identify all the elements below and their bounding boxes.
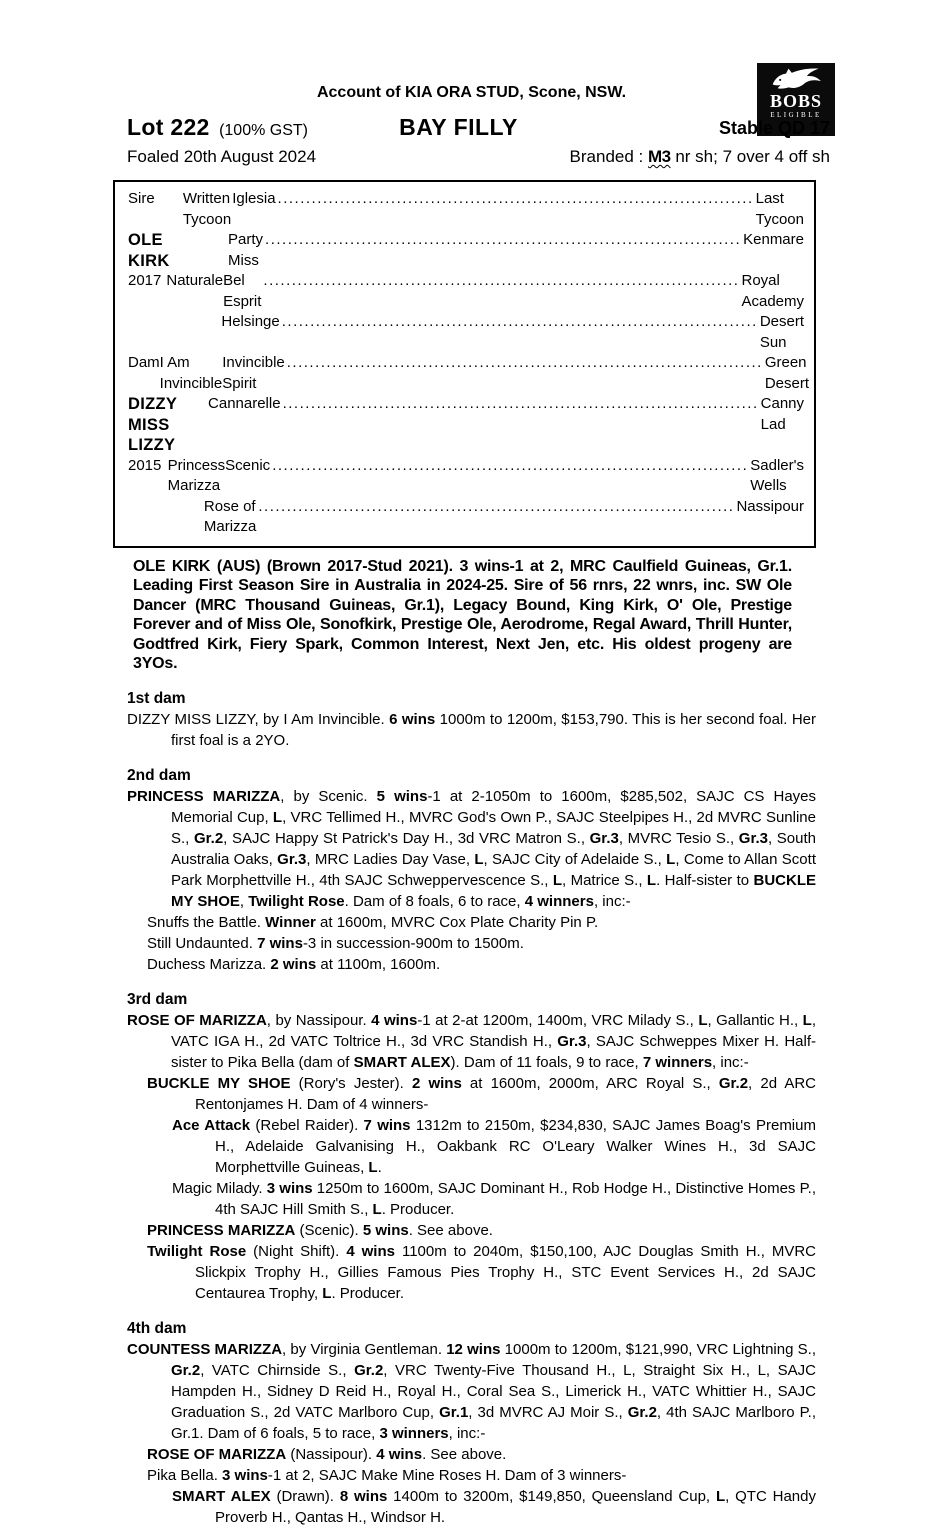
dam-section-1 — [127, 688, 816, 751]
dot-leader — [265, 230, 741, 251]
great-grandsire: Sadler's Wells — [750, 456, 804, 494]
foal-row — [127, 146, 830, 168]
grandsire: Invincible Spirit — [222, 354, 285, 392]
pedigree-row: Dam I Am Invincible Invincible Spirit ..... Green Desert — [128, 353, 804, 394]
sire-year: 2017 — [128, 272, 162, 289]
progeny-entry: Magic Milady. 3 wins 1250m to 1600m, SAJC Dominant H., Rob Hodge H., Distinctive Homes P., 4th SAJC Hill Smith S., L. Producer. — [172, 1179, 816, 1218]
bobs-horse-icon — [757, 67, 835, 92]
gst-note: (100% GST) — [219, 122, 308, 139]
dam-year: 2015 — [128, 456, 162, 474]
dam-name: DIZZY MISS LIZZY — [128, 395, 177, 454]
dam-entry: COUNTESS MARIZZA, by Virginia Gentleman. 12 wins 1000m to 1200m, $121,990, VRC Lightning S., Gr.2, VATC Chirnside S., Gr.2, VRC Twenty-Five Thousand H., L, Straight Six H., L, SAJC Hampden H., Sidney D Reid H., Royal H., Coral Sea S., Limerick H., VATC Whittier H., SAJC Graduation S., 2d VATC Marlboro Cup, Gr.1, 3d MVRC AJ Moir S., Gr.2, 4th SAJC Marlboro P., Gr.1. Dam of 6 foals, 5 to race, 3 winners, inc:- — [127, 1340, 816, 1442]
grandsire: Party Miss — [228, 231, 264, 269]
bobs-logo-subtext: ELIGIBLE — [770, 111, 822, 119]
great-grandsire: Kenmare — [743, 231, 804, 248]
section-heading: 2nd dam — [127, 766, 191, 784]
great-grandsire: Last Tycoon — [755, 190, 804, 228]
great-grandsire: Desert Sun — [759, 313, 804, 351]
sire-name: OLE KIRK — [128, 231, 170, 270]
progeny-entry: Twilight Rose (Night Shift). 4 wins 1100m to 2040m, $150,100, AJC Douglas Smith H., MVRC Slickpix Trophy H., Gillies Famous Pies Trophy H., STC Event Services H., 2d SAJC Centaurea Trophy, L. Producer. — [147, 1242, 817, 1302]
section-heading: 1st dam — [127, 689, 186, 707]
section-heading: 3rd dam — [127, 990, 188, 1008]
progeny-entry: SMART ALEX (Drawn). 8 wins 1400m to 3200m, $149,850, Queensland Cup, L, QTC Handy Proverb H., Qantas H., Windsor H. — [172, 1487, 816, 1526]
pedigree-row: 2015 Princess Marizza Scenic ..... Sadler's Wells — [128, 456, 804, 497]
dam-entry: PRINCESS MARIZZA, by Scenic. 5 wins-1 at 2-1050m to 1600m, $285,502, SAJC CS Hayes Memorial Cup, L, VRC Tellimed H., MVRC God's Own P., SAJC Steelpipes H., 2d MVRC Sunline S., Gr.2, SAJC Happy St Patrick's Day H., 3d VRC Matron S., Gr.3, MVRC Tesio S., Gr.3, South Australia Oaks, Gr.3, MRC Ladies Day Vase, L, SAJC City of Adelaide S., L, Come to Allan Scott Park Morphettville H., 4th SAJC Schweppervescence S., L, Matrice S., L. Half-sister to BUCKLE MY SHOE, Twilight Rose. Dam of 8 foals, 6 to race, 4 winners, inc:- — [127, 787, 817, 910]
progeny-entry: Snuffs the Battle. Winner at 1600m, MVRC Cox Plate Charity Pin P. — [147, 913, 599, 931]
grandsire: Bel Esprit — [223, 272, 262, 310]
pedigree-parent: Written Tycoon — [182, 190, 232, 228]
great-grandsire: Royal Academy — [741, 272, 805, 310]
dam-entry: DIZZY MISS LIZZY, by I Am Invincible. 6 wins 1000m to 1200m, $153,790. This is her second foal. Her first foal is a 2YO. — [127, 710, 816, 749]
progeny-entry: Duchess Marizza. 2 wins at 1100m, 1600m. — [147, 955, 441, 973]
dot-leader — [283, 394, 759, 415]
foaled-date: Foaled 20th August 2024 — [127, 147, 317, 166]
pedigree-table — [113, 180, 816, 548]
progeny-entry: Pika Bella. 3 wins-1 at 2, SAJC Make Mine Roses H. Dam of 3 winners- — [147, 1466, 627, 1484]
grandsire: Iglesia — [232, 190, 276, 207]
pedigree-row — [128, 230, 804, 271]
bobs-logo-text: BOBS — [769, 91, 823, 111]
page-title: BAY FILLY — [399, 114, 518, 140]
pedigree-label: Dam — [128, 354, 160, 371]
section-heading: 4th dam — [127, 1319, 187, 1337]
pedigree-label: Sire — [128, 190, 155, 207]
grandsire: Rose of Marizza — [203, 497, 257, 535]
progeny-entry: Still Undaunted. 7 wins-3 in succession-900m to 1500m. — [147, 934, 524, 952]
dot-leader — [258, 497, 734, 518]
great-grandsire: Green Desert — [764, 354, 810, 392]
great-grandsire: Nassipour — [736, 497, 804, 515]
pedigree-row: 2017 Naturale Bel Esprit ..... Royal Academy — [128, 271, 804, 312]
grandsire: Helsinge — [221, 313, 280, 330]
great-grandsire: Canny Lad — [760, 395, 804, 433]
dot-leader — [278, 189, 754, 210]
dot-leader — [282, 312, 758, 333]
grandsire: Scenic — [225, 456, 271, 474]
brand-mark: M3 — [647, 147, 671, 166]
progeny-entry: BUCKLE MY SHOE (Rory's Jester). 2 wins at 1600m, 2000m, ARC Royal S., Gr.2, 2d ARC Rentonjames H. Dam of 4 winners- — [147, 1074, 817, 1113]
brand-description — [570, 146, 830, 168]
progeny-entry: ROSE OF MARIZZA (Nassipour). 4 wins. See above. — [147, 1445, 507, 1463]
branded-prefix: Branded : — [569, 147, 648, 166]
dam-entry: ROSE OF MARIZZA, by Nassipour. 4 wins-1 at 2-at 1200m, 1400m, VRC Milady S., L, Gallantic H., L, VATC IGA H., 2d VATC Toltrice H., 3d VRC Standish H., Gr.3, SAJC Schweppes Mixer H. Half-sister to Pika Bella (dam of SMART ALEX). Dam of 11 foals, 9 to race, 7 winners, inc:- — [127, 1011, 816, 1071]
branded-suffix: nr sh; 7 over 4 off sh — [670, 147, 830, 166]
progeny-entry: PRINCESS MARIZZA (Scenic). 5 wins. See above. — [147, 1221, 493, 1239]
lot-row — [127, 108, 830, 141]
dam-section-4 — [127, 1318, 816, 1528]
dot-leader — [287, 353, 763, 374]
stable-location: Stable QD 17 — [718, 118, 830, 138]
dam-section-3 — [127, 989, 816, 1304]
account-line: Account of KIA ORA STUD, Scone, NSW. — [316, 84, 627, 101]
grandsire: Cannarelle — [208, 395, 281, 412]
pedigree-row — [128, 189, 804, 230]
dot-leader — [263, 271, 739, 292]
pedigree-row — [128, 394, 804, 456]
dam-section-2 — [127, 765, 816, 975]
pedigree-row — [128, 312, 804, 353]
sire-summary: OLE KIRK (AUS) (Brown 2017-Stud 2021). 3 wins-1 at 2, MRC Caulfield Guineas, Gr.1. Leading First Season Sire in Australia in 2024-25. Sire of 56 rnrs, 22 wnrs, inc. SW Ole Dancer (MRC Thousand Guineas, Gr.1), Legacy Bound, King Kirk, O' Ole, Prestige Forever and of Miss Ole, Sonofkirk, Prestige Ole, Aerodrome, Regal Award, Thrill Hunter, Godtfred Kirk, Fiery Spark, Common Interest, Next Jen, etc. His oldest progeny are 3YOs. — [133, 557, 792, 672]
dot-leader — [272, 456, 748, 477]
progeny-entry: Ace Attack (Rebel Raider). 7 wins 1312m to 2150m, $234,830, SAJC James Boag's Premium H., Adelaide Galvanising H., Oakbank RC O'Leary Walker Wines H., 3d SAJC Morphettville Guineas, L. — [172, 1116, 816, 1176]
pedigree-row — [128, 497, 804, 538]
lot-number: Lot 222 — [127, 114, 210, 140]
